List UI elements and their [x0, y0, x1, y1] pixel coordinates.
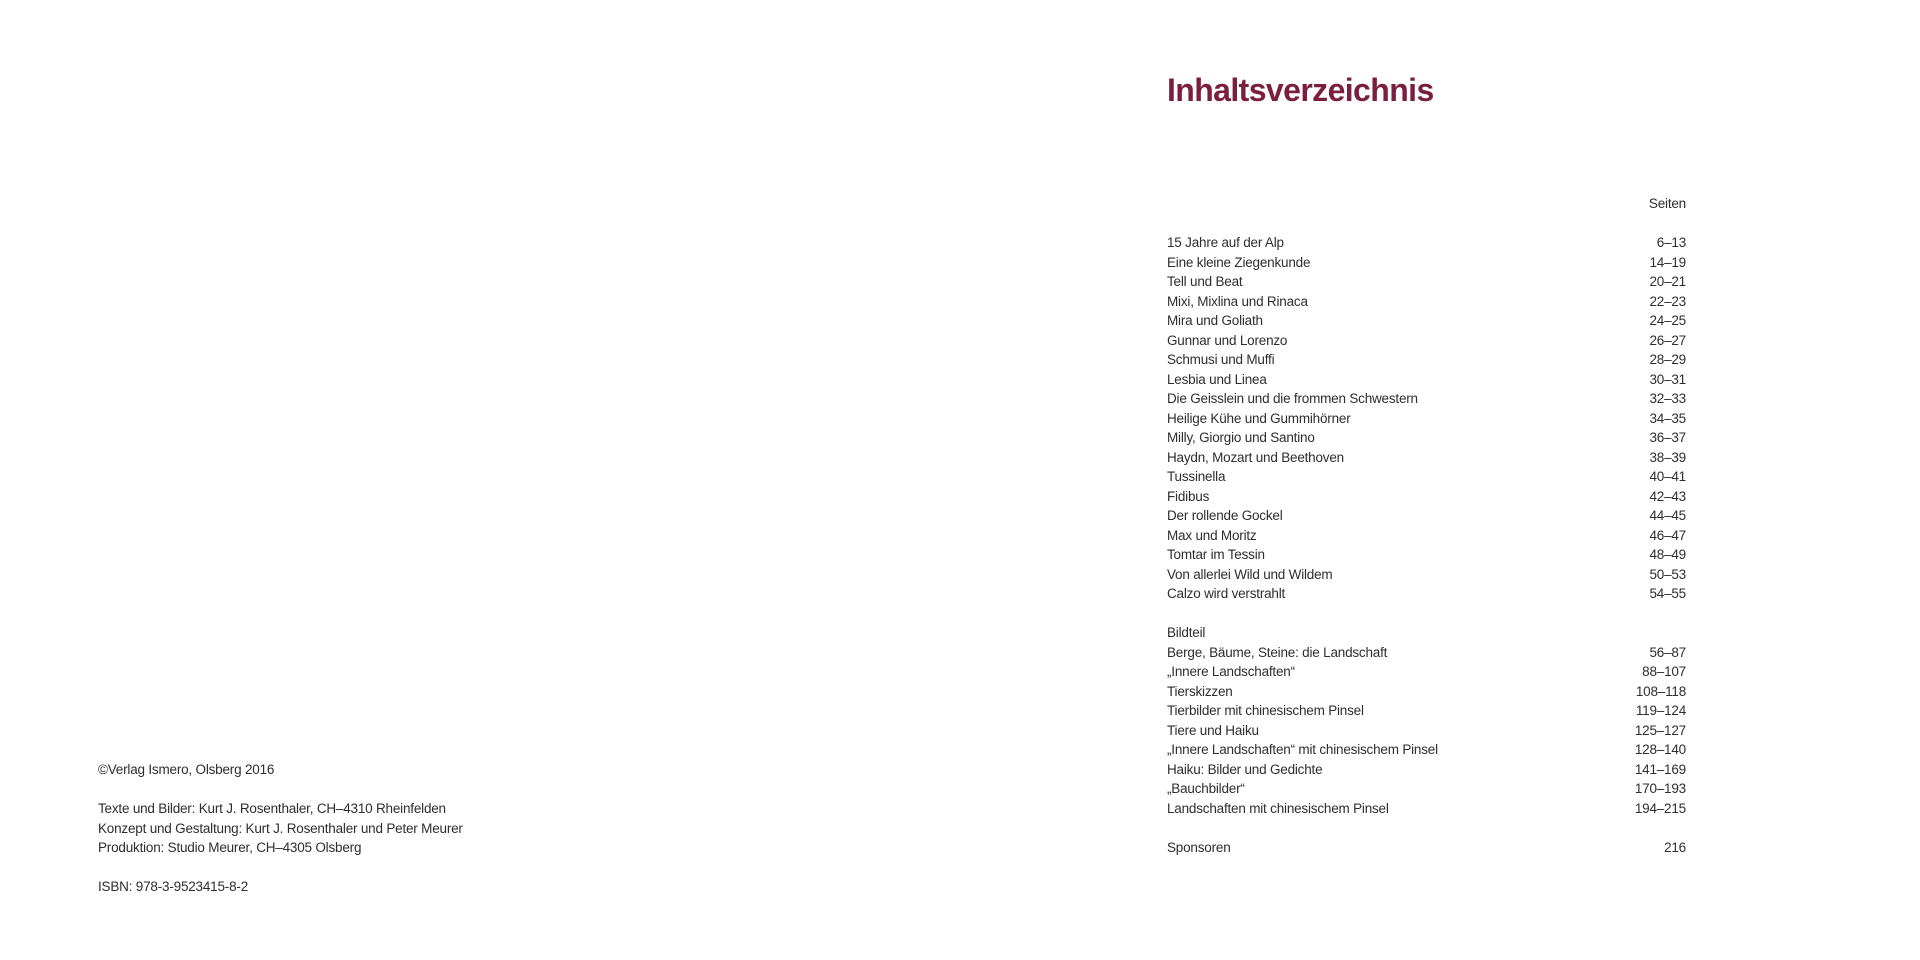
toc-entry-label: Landschaften mit chinesischem Pinsel [1167, 800, 1389, 816]
toc-entry-pages: 30–31 [1649, 371, 1686, 387]
toc-entry [1167, 662, 1686, 682]
toc-entry [1167, 721, 1686, 741]
toc-entry-label: Max und Moritz [1167, 527, 1257, 543]
toc-entry-label: Heilige Kühe und Gummihörner [1167, 410, 1351, 426]
toc-entry [1167, 272, 1686, 292]
toc-entry-pages: 128–140 [1634, 742, 1686, 757]
toc-entry-pages: 22–23 [1649, 293, 1686, 309]
toc-list [1167, 233, 1686, 857]
toc-entry-label: Eine kleine Ziegenkunde [1167, 254, 1311, 270]
concept-design-credit: Konzept und Gestaltung: Kurt J. Rosenthaler und Peter Meurer [98, 820, 463, 836]
toc-entry-pages: 216 [1664, 839, 1686, 855]
isbn-line: ISBN: 978-3-9523415-8-2 [98, 879, 248, 894]
toc-entry-label: Tierskizzen [1167, 683, 1233, 699]
toc-entry-pages: 34–35 [1649, 410, 1686, 426]
imprint-spacer [98, 858, 658, 878]
toc-entry [1167, 643, 1686, 663]
toc-entry [1167, 370, 1686, 390]
toc-entry-pages: 108–118 [1635, 683, 1686, 699]
toc-bildteil-entries [1167, 643, 1686, 819]
toc-entry-label: Haydn, Mozart und Beethoven [1167, 449, 1344, 465]
copyright-line: ©Verlag Ismero, Olsberg 2016 [98, 762, 275, 777]
toc-entry [1167, 779, 1686, 799]
imprint-spacer [98, 780, 658, 800]
toc-entry-label: „Innere Landschaften“ [1167, 664, 1295, 679]
toc-entry [1167, 331, 1686, 351]
toc-entry [1167, 350, 1686, 370]
toc-entry-label: Die Geisslein und die frommen Schwestern [1167, 391, 1418, 406]
toc-entry-pages: 141–169 [1634, 761, 1686, 777]
toc-spacer [1167, 818, 1686, 838]
toc-entry [1167, 389, 1686, 409]
toc-entry [1167, 701, 1686, 721]
toc-entry [1167, 565, 1686, 585]
toc-entry-pages: 40–41 [1649, 469, 1686, 484]
toc-entry-label: Mixi, Mixlina und Rinaca [1167, 293, 1308, 309]
toc-entry [1167, 526, 1686, 546]
toc-entry-pages: 88–107 [1642, 664, 1686, 679]
toc-entry-pages: 42–43 [1649, 488, 1686, 504]
toc-entry [1167, 799, 1686, 819]
toc-entry-label: Schmusi und Muffi [1167, 352, 1275, 367]
toc-entry-pages: 46–47 [1649, 527, 1686, 543]
toc-entry-label: Tiere und Haiku [1167, 722, 1259, 738]
toc-entry-label: Von allerlei Wild und Wildem [1167, 566, 1333, 582]
toc-entry [1167, 428, 1686, 448]
toc-entry [1167, 584, 1686, 604]
toc-entry-pages: 170–193 [1634, 781, 1686, 796]
toc-entry-label: Tell und Beat [1167, 274, 1243, 289]
texts-images-credit: Texte und Bilder: Kurt J. Rosenthaler, CH–4310 Rheinfelden [98, 801, 446, 816]
production-credit: Produktion: Studio Meurer, CH–4305 Olsberg [98, 840, 362, 855]
toc-entry-pages: 50–53 [1649, 566, 1686, 582]
toc-entry-pages: 26–27 [1649, 332, 1686, 348]
bildteil-heading: Bildteil [1167, 625, 1206, 640]
toc-entry-pages: 28–29 [1649, 352, 1686, 367]
toc-entry-pages: 125–127 [1634, 722, 1686, 738]
toc-entry-label: Tomtar im Tessin [1167, 547, 1265, 562]
toc-entry-pages: 6–13 [1656, 235, 1686, 250]
toc-entry-label: Berge, Bäume, Steine: die Landschaft [1167, 644, 1388, 660]
toc-entry [1167, 253, 1686, 273]
toc-entry [1167, 448, 1686, 468]
toc-entry [1167, 740, 1686, 760]
toc-entry-label: Gunnar und Lorenzo [1167, 332, 1288, 348]
toc-entry-label: Haiku: Bilder und Gedichte [1167, 761, 1323, 777]
toc-entry-sponsors [1167, 838, 1686, 858]
toc-entry-label: Fidibus [1167, 488, 1210, 504]
toc-entry-pages: 36–37 [1649, 430, 1686, 445]
toc-entry-pages: 54–55 [1649, 586, 1686, 601]
toc-entry [1167, 311, 1686, 331]
toc-entry-label: Milly, Giorgio und Santino [1167, 430, 1315, 445]
toc-entry-label: „Innere Landschaften“ mit chinesischem Pinsel [1167, 742, 1438, 757]
toc-entry-label: Der rollende Gockel [1167, 508, 1283, 523]
toc-entry-pages: 56–87 [1649, 644, 1686, 660]
toc-entry [1167, 292, 1686, 312]
toc-entry-label: Calzo wird verstrahlt [1167, 586, 1286, 601]
toc-entry [1167, 682, 1686, 702]
toc-title: Inhaltsverzeichnis [1167, 72, 1434, 108]
toc-entry-pages: 14–19 [1649, 254, 1686, 270]
toc-entry-pages: 119–124 [1635, 703, 1686, 718]
toc-entry [1167, 506, 1686, 526]
toc-entry-pages: 48–49 [1649, 547, 1686, 562]
toc-entry-label: Tussinella [1167, 469, 1226, 484]
toc-entry-pages: 32–33 [1649, 391, 1686, 406]
toc-entry [1167, 760, 1686, 780]
toc-entry [1167, 545, 1686, 565]
pages-column-header: Seiten [1648, 196, 1686, 211]
toc-entry-label: „Bauchbilder“ [1167, 781, 1245, 796]
toc-entry-pages: 194–215 [1634, 800, 1686, 816]
toc-entry-pages: 20–21 [1649, 274, 1686, 289]
toc-entry-label: Mira und Goliath [1167, 313, 1263, 328]
toc-entry-label: Lesbia und Linea [1167, 371, 1267, 387]
imprint-block [98, 760, 658, 897]
toc-entry [1167, 233, 1686, 253]
toc-entry-label: Tierbilder mit chinesischem Pinsel [1167, 703, 1364, 718]
toc-entry [1167, 487, 1686, 507]
toc-entry [1167, 467, 1686, 487]
toc-entry-label: 15 Jahre auf der Alp [1167, 235, 1284, 250]
toc-entry-pages: 24–25 [1649, 313, 1686, 328]
toc-entry-pages: 38–39 [1649, 449, 1686, 465]
toc-main-entries [1167, 233, 1686, 604]
toc-entry-pages: 44–45 [1649, 508, 1686, 523]
toc-spacer [1167, 604, 1686, 624]
toc-entry [1167, 409, 1686, 429]
toc-entry-label: Sponsoren [1167, 839, 1231, 855]
